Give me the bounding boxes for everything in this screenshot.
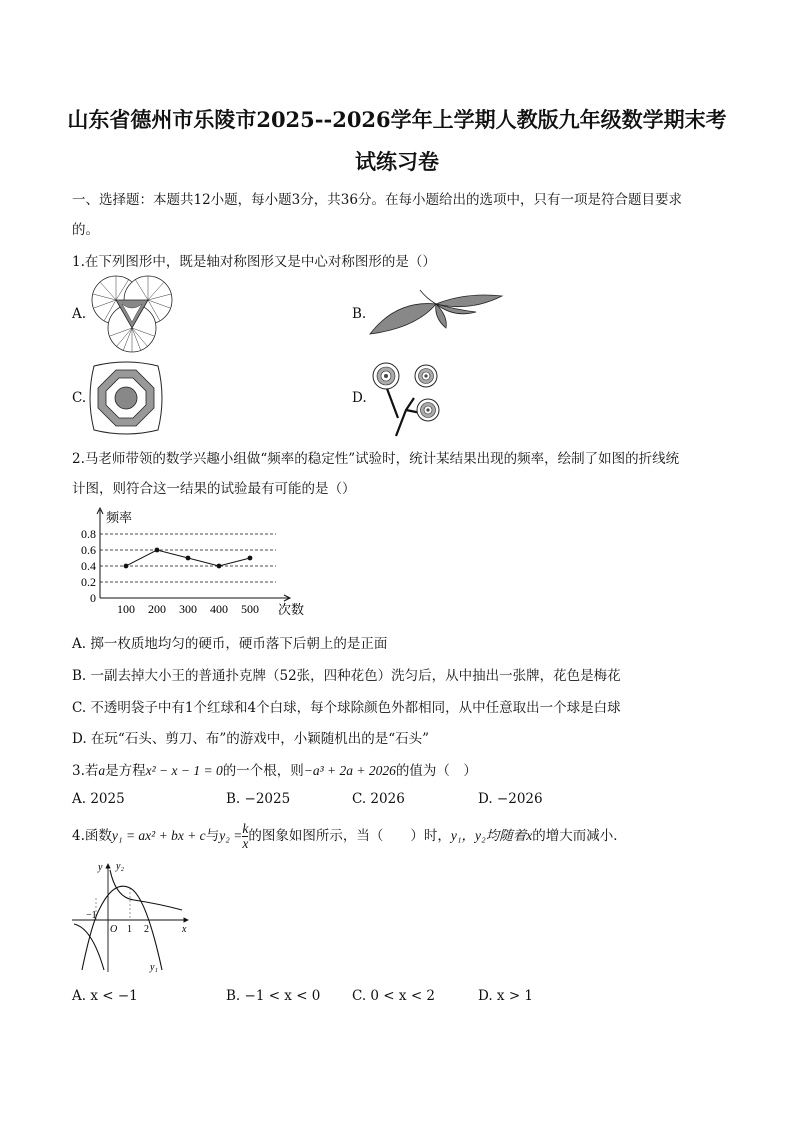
q3-suffix: 的值为（ ） (395, 763, 477, 779)
graph-label-y: y (98, 862, 103, 873)
q4-option-c: C. 0 < x < 2 (352, 988, 436, 1004)
q4-suffix2: y₁，y₂均随着 (450, 828, 527, 843)
q3-option-b: B. −2025 (226, 791, 291, 807)
q4-f2-den: x (242, 836, 249, 851)
x-tick-label: 500 (241, 602, 259, 616)
x-axis-label: 次数 (278, 602, 305, 617)
q4-function-graph (70, 858, 194, 976)
question-4-stem (72, 822, 627, 851)
q2-option-d: D. 在玩“石头、剪刀、布”的游戏中，小颖随机出的是“石头” (72, 731, 430, 747)
data-point (124, 564, 129, 569)
q4-suffix4: 的增大而减小． (532, 828, 627, 844)
q3-option-c: C. 2026 (352, 791, 405, 807)
q1-option-a-label: A. (72, 306, 87, 322)
q3-equation: x² − x − 1 = 0 (145, 763, 223, 778)
q4-f1: y₁ = ax² + bx + c (111, 828, 206, 843)
graph-label-y1: y₁ (150, 962, 158, 973)
q4-prefix: 4.函数 (72, 828, 112, 844)
question-2-stem: 2.马老师带领的数学兴趣小组做“频率的稳定性”试验时，统计某结果出现的频率，绘制了如图的折线统 (72, 451, 680, 467)
data-point (217, 564, 222, 569)
q1-figure-c (88, 360, 164, 436)
q1-figure-a (86, 270, 178, 358)
data-point (248, 556, 253, 561)
y-tick-label: 0.8 (81, 527, 96, 541)
y-tick-label: 0.6 (81, 543, 96, 557)
q4-mid: 与 (205, 828, 220, 844)
x-tick-label: 200 (148, 602, 166, 616)
y-axis-label: 频率 (106, 510, 133, 525)
frequency-line-chart (70, 504, 310, 620)
page-title-line2: 试练习卷 (355, 149, 439, 174)
q1-option-c-label: C. (72, 390, 87, 406)
x-tick-label: 100 (117, 602, 135, 616)
q4-option-a: A. x < −1 (72, 988, 138, 1004)
q3-expression: −a³ + 2a + 2026 (303, 763, 396, 778)
question-2-stem-cont: 计图，则符合这一结果的试验最有可能的是（） (72, 481, 356, 497)
y-tick-label: 0.2 (81, 575, 96, 589)
q3-mid: 是方程 (105, 763, 146, 779)
q3-var-a: a (98, 763, 106, 778)
x-tick-label: 300 (179, 602, 197, 616)
section-heading-cont: 的。 (72, 222, 99, 238)
q1-option-b-label: B. (352, 306, 367, 322)
section-heading: 一、选择题：本题共12小题，每小题3分，共36分。在每小题给出的选项中，只有一项是符合题目要求 (72, 192, 682, 208)
q2-option-a: A. 掷一枚质地均匀的硬币，硬币落下后朝上的是正面 (72, 636, 388, 652)
q4-suffix3: x (526, 828, 533, 843)
data-point (186, 556, 191, 561)
q3-option-a: A. 2025 (72, 791, 125, 807)
q4-suffix: 的图象如图所示，当（ ）时， (248, 828, 451, 844)
data-point (155, 548, 160, 553)
q2-option-b: B. 一副去掉大小王的普通扑克牌（52张，四种花色）洗匀后，从中抽出一张牌，花色是梅花 (72, 668, 621, 684)
q3-mid2: 的一个根，则 (222, 763, 304, 779)
graph-label-2: 2 (144, 924, 149, 935)
graph-label-origin: O (110, 924, 118, 935)
q1-figure-b (366, 288, 506, 340)
q4-f2-num: k (242, 821, 249, 836)
q3-option-d: D. −2026 (478, 791, 543, 807)
q1-option-d-label: D. (352, 390, 367, 406)
graph-label-neg1: −1 (86, 910, 97, 921)
question-3-stem (72, 759, 477, 779)
graph-label-x: x (182, 924, 187, 935)
q4-option-b: B. −1 < x < 0 (226, 988, 321, 1004)
graph-label-y2: y₂ (116, 861, 124, 872)
q4-option-d: D. x > 1 (478, 988, 534, 1004)
q4-f2-left: y₂ = (219, 828, 243, 843)
q3-prefix: 3.若 (72, 763, 99, 779)
page-title: 山东省德州市乐陵市2025--2026学年上学期人教版九年级数学期末考 (67, 107, 727, 132)
y-tick-label: 0 (90, 591, 96, 605)
q2-option-c: C. 不透明袋子中有1个红球和4个白球，每个球除颜色外都相同，从中任意取出一个球是白球 (72, 700, 621, 716)
x-tick-label: 400 (210, 602, 228, 616)
y-tick-label: 0.4 (81, 559, 96, 573)
question-1-stem: 1.在下列图形中，既是轴对称图形又是中心对称图形的是（） (72, 254, 436, 270)
graph-label-1: 1 (127, 924, 132, 935)
q1-figure-d (366, 356, 446, 438)
